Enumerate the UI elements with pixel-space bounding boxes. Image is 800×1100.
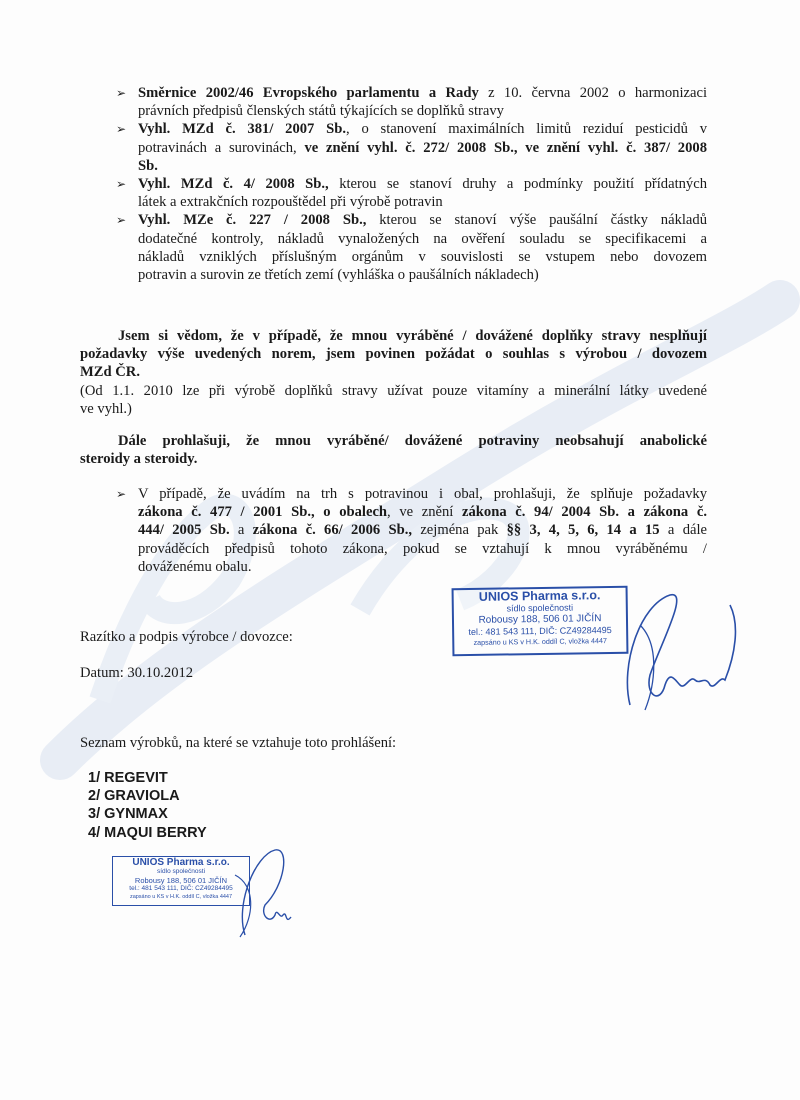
- stamp-line: Robousy 188, 506 01 JIČÍN: [134, 876, 228, 885]
- text-line: [80, 450, 707, 468]
- legislation-item: [116, 175, 707, 211]
- text-segment: Vyhl. MZd č. 381/ 2007 Sb.: [138, 121, 347, 138]
- packaging-declaration: [116, 485, 707, 576]
- bullet-arrow-icon: ➢: [116, 213, 127, 228]
- text-segment: zákona č. 94/ 2004 Sb. a zákona č.: [462, 504, 707, 521]
- text-segment: Vyhl. MZe č. 227 / 2008 Sb.,: [138, 212, 367, 229]
- text-line: [116, 120, 707, 138]
- text-segment: potravin a surovin ze třetích zemí (vyhláška o paušálních nákladech): [138, 266, 539, 283]
- text-line: [138, 157, 707, 175]
- stamp-company: UNIOS Pharma s.r.o.: [478, 588, 601, 604]
- text-segment: 444/ 2005 Sb.: [138, 522, 230, 539]
- stamp-line: tel.: 481 543 111, DIČ: CZ49284495: [468, 624, 612, 637]
- text-segment: steroidy a steroidy.: [80, 451, 198, 468]
- stamp-line: tel.: 481 543 111, DIČ: CZ49284495: [129, 885, 233, 892]
- bullet-arrow-icon: ➢: [116, 86, 127, 100]
- text-segment: z 10. června 2002 o harmonizaci: [478, 85, 707, 101]
- stamp-line: zapsáno u KS v H.K. oddíl C, vložka 4447: [129, 894, 233, 900]
- bullet-arrow-icon: ➢: [116, 122, 127, 137]
- text-segment: Vyhl. MZd č. 4/ 2008 Sb.,: [138, 175, 329, 192]
- bullet-arrow-icon: ➢: [116, 176, 127, 191]
- legislation-item: [116, 120, 707, 175]
- legislation-list: [116, 84, 707, 284]
- text-segment: Jsem si vědom, že v případě, že mnou vyráběné / dovážené doplňky stravy nesplňují: [118, 328, 707, 344]
- text-segment: ve znění vyhl. č. 272/ 2008 Sb., ve znění vyhl. č. 387/ 2008: [304, 139, 707, 156]
- text-segment: požadavky výše uvedených norem, jsem povinen požádat o souhlas s výrobou / dovozem: [80, 346, 707, 363]
- stamp-company: UNIOS Pharma s.r.o.: [132, 857, 230, 868]
- text-segment: právních předpisů členských států týkajících se doplňků stravy: [138, 103, 504, 120]
- text-line: [80, 400, 707, 418]
- text-segment: látek a extrakčních rozpouštědel při výrobě potravin: [138, 194, 443, 211]
- text-line: [138, 193, 707, 211]
- stamp-line: zapsáno u KS v H.K. oddíl C, vložka 4447: [473, 636, 608, 647]
- text-segment: zákona č. 477 / 2001 Sb., o obalech: [138, 504, 388, 521]
- text-segment: §§ 3, 4, 5, 6, 14 a 15: [506, 522, 660, 539]
- legislation-item: [116, 211, 707, 284]
- product-item: 3/ GYNMAX: [88, 806, 168, 823]
- text-line: [80, 345, 707, 363]
- text-line: [116, 175, 707, 193]
- declaration-steroids: [80, 432, 707, 468]
- text-segment: zejména pak: [412, 522, 507, 539]
- date-label: Datum: 30.10.2012: [80, 665, 194, 681]
- text-line: [80, 363, 707, 381]
- signature-small: [225, 845, 295, 940]
- text-segment: Směrnice 2002/46 Evropského parlamentu a Rady: [138, 85, 479, 101]
- text-segment: dodatečné kontroly, nákladů vynaložených na ověření souladu se specifikacemi a: [138, 230, 707, 247]
- declaration-supplements: [80, 327, 707, 418]
- text-segment: zákona č. 66/ 2006 Sb.,: [252, 522, 413, 539]
- text-line: [80, 327, 707, 345]
- text-segment: prováděcích předpisů tohoto zákona, pokud se vztahují k mnou vyráběnému /: [138, 540, 707, 557]
- text-line: [138, 540, 707, 558]
- text-line: [80, 382, 707, 400]
- signature-label: Razítko a podpis výrobce / dovozce:: [80, 629, 293, 645]
- text-line: [138, 102, 707, 120]
- stamp-line: sídlo společnosti: [156, 868, 206, 875]
- product-item: 2/ GRAVIOLA: [88, 788, 180, 805]
- text-segment: nákladů vzniklých příslušným orgánům v souvislosti se vstupem nebo dovozem: [138, 248, 707, 265]
- text-segment: Dále prohlašuji, že mnou vyráběné/ dovážené potraviny neobsahují anabolické: [118, 433, 707, 449]
- text-segment: ve vyhl.): [80, 400, 132, 417]
- legislation-item: [116, 84, 707, 120]
- product-item: 1/ REGEVIT: [88, 770, 168, 786]
- product-item: 4/ MAQUI BERRY: [88, 824, 207, 841]
- product-list: [88, 769, 207, 842]
- products-intro: Seznam výrobků, na které se vztahuje toto prohlášení:: [80, 735, 397, 751]
- text-segment: MZd ČR.: [80, 364, 140, 381]
- text-segment: a dále: [659, 522, 707, 539]
- text-line: [138, 230, 707, 248]
- text-segment: kterou se stanoví druhy a podmínky použití přídatných: [328, 175, 707, 192]
- text-segment: kterou se stanoví výše paušální částky nákladů: [366, 212, 707, 229]
- text-line: [138, 139, 707, 157]
- company-stamp: [452, 586, 629, 656]
- text-segment: , o stanovení maximálních limitů reziduí pesticidů v: [346, 121, 707, 138]
- text-segment: a: [229, 522, 253, 539]
- text-line: [138, 558, 707, 576]
- text-segment: V případě, že uvádím na trh s potravinou i obal, prohlašuji, že splňuje požadavky: [138, 486, 707, 502]
- text-line: [138, 503, 707, 521]
- signature: [620, 585, 750, 715]
- text-segment: , ve znění: [387, 504, 463, 521]
- bullet-arrow-icon: ➢: [116, 487, 127, 501]
- stamp-line: Robousy 188, 506 01 JIČÍN: [478, 613, 602, 626]
- text-segment: potravinách a surovinách,: [138, 139, 305, 156]
- text-line: [116, 211, 707, 229]
- text-line: [138, 521, 707, 539]
- text-line: [138, 266, 707, 284]
- text-segment: dováženému obalu.: [138, 558, 252, 575]
- text-line: [116, 84, 707, 102]
- text-segment: Sb.: [138, 157, 158, 174]
- text-line: [116, 485, 707, 503]
- stamp-line: sídlo společnosti: [506, 602, 574, 614]
- text-line: [138, 248, 707, 266]
- text-line: [80, 432, 707, 450]
- text-segment: (Od 1.1. 2010 lze při výrobě doplňků stravy užívat pouze vitamíny a minerální látky uvedené: [80, 382, 707, 399]
